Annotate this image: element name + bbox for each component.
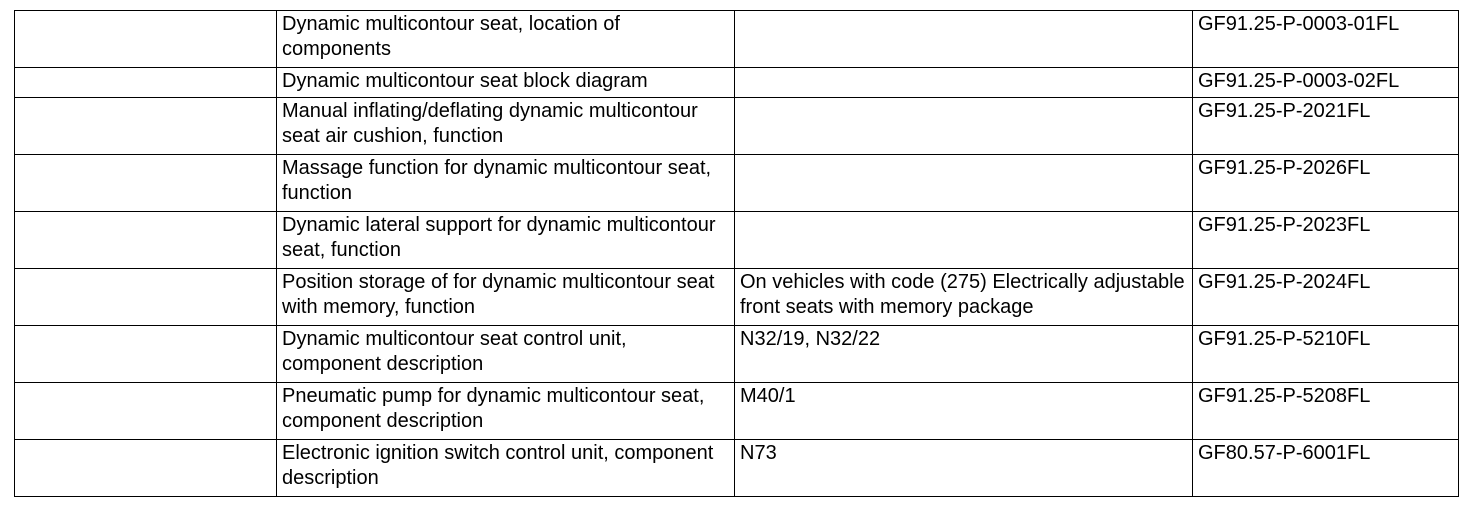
document-title-cell: Dynamic multicontour seat, location of components: [277, 11, 735, 68]
note-cell: [735, 11, 1193, 68]
note-cell: On vehicles with code (275) Electrically adjustable front seats with memory package: [735, 269, 1193, 326]
note-cell: [735, 212, 1193, 269]
note-cell: [735, 98, 1193, 155]
reference-number-cell: GF91.25-P-0003-02FL: [1193, 68, 1459, 98]
blank-cell: [15, 269, 277, 326]
table-row: [15, 11, 1459, 68]
note-cell: M40/1: [735, 383, 1193, 440]
note-cell: N32/19, N32/22: [735, 326, 1193, 383]
table-row: [15, 269, 1459, 326]
reference-number-cell: GF91.25-P-5208FL: [1193, 383, 1459, 440]
reference-number-cell: GF91.25-P-2023FL: [1193, 212, 1459, 269]
table-row: [15, 326, 1459, 383]
table-row: [15, 440, 1459, 497]
table-row: [15, 98, 1459, 155]
blank-cell: [15, 212, 277, 269]
blank-cell: [15, 98, 277, 155]
table-row: [15, 212, 1459, 269]
document-page: [14, 10, 1458, 497]
blank-cell: [15, 11, 277, 68]
document-title-cell: Position storage of for dynamic multicontour seat with memory, function: [277, 269, 735, 326]
note-cell: N73: [735, 440, 1193, 497]
reference-table: [14, 10, 1459, 497]
table-row: [15, 68, 1459, 98]
document-title-cell: Dynamic lateral support for dynamic multicontour seat, function: [277, 212, 735, 269]
reference-number-cell: GF91.25-P-2021FL: [1193, 98, 1459, 155]
table-row: [15, 155, 1459, 212]
blank-cell: [15, 155, 277, 212]
reference-number-cell: GF80.57-P-6001FL: [1193, 440, 1459, 497]
blank-cell: [15, 383, 277, 440]
document-title-cell: Massage function for dynamic multicontour seat, function: [277, 155, 735, 212]
table-row: [15, 383, 1459, 440]
reference-number-cell: GF91.25-P-0003-01FL: [1193, 11, 1459, 68]
blank-cell: [15, 68, 277, 98]
reference-number-cell: GF91.25-P-2024FL: [1193, 269, 1459, 326]
document-title-cell: Electronic ignition switch control unit, component description: [277, 440, 735, 497]
document-title-cell: Pneumatic pump for dynamic multicontour seat, component description: [277, 383, 735, 440]
blank-cell: [15, 326, 277, 383]
reference-number-cell: GF91.25-P-5210FL: [1193, 326, 1459, 383]
blank-cell: [15, 440, 277, 497]
note-cell: [735, 68, 1193, 98]
document-title-cell: Dynamic multicontour seat block diagram: [277, 68, 735, 98]
note-cell: [735, 155, 1193, 212]
document-title-cell: Manual inflating/deflating dynamic multicontour seat air cushion, function: [277, 98, 735, 155]
document-title-cell: Dynamic multicontour seat control unit, component description: [277, 326, 735, 383]
reference-number-cell: GF91.25-P-2026FL: [1193, 155, 1459, 212]
reference-table-body: [15, 11, 1459, 497]
